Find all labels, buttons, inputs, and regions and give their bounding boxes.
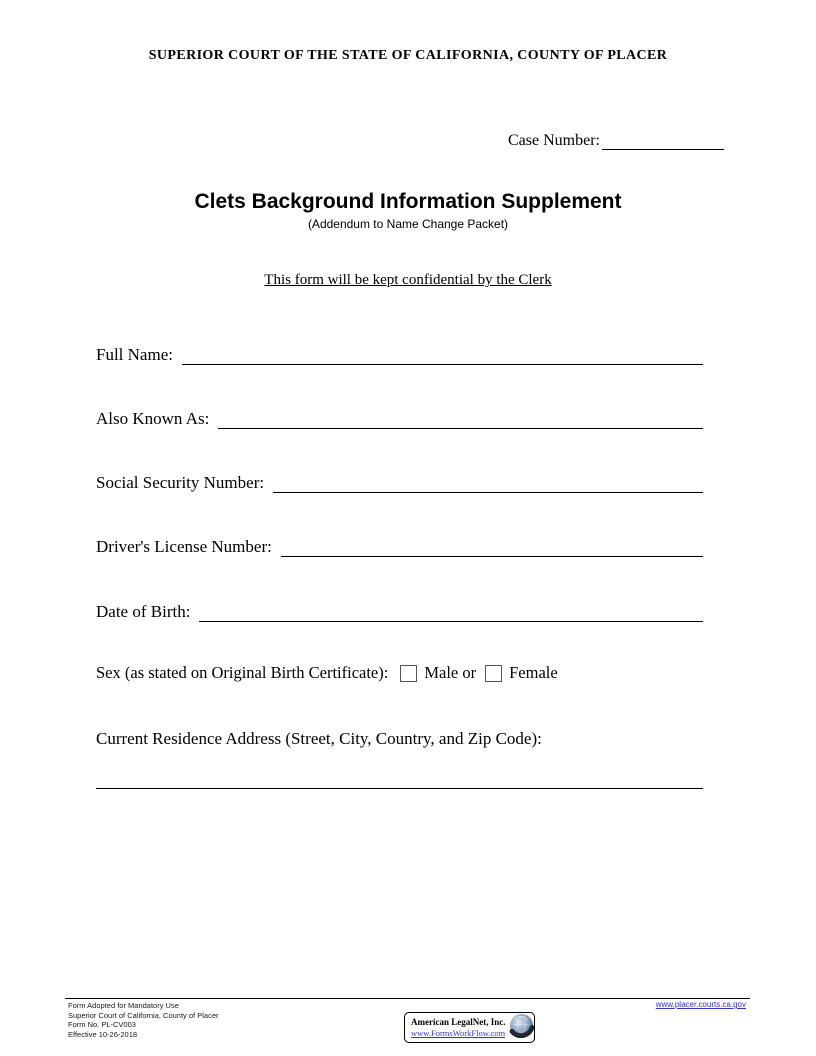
placer-courts-link[interactable]: www.placer.courts.ca.gov xyxy=(655,1000,746,1009)
sex-row xyxy=(96,663,736,683)
sex-label: Sex (as stated on Original Birth Certificate): xyxy=(96,663,389,682)
footer-line-1: Form Adopted for Mandatory Use xyxy=(68,1001,179,1010)
full-name-label: Full Name: xyxy=(96,345,173,364)
female-label: Female xyxy=(509,663,558,682)
vendor-company-name: American LegalNet, Inc. xyxy=(411,1016,506,1027)
ssn-row xyxy=(96,471,703,493)
address-label: Current Residence Address (Street, City, Country, and Zip Code): xyxy=(96,729,542,748)
vendor-text xyxy=(411,1017,505,1039)
formsworkflow-link[interactable]: www.FormsWorkFlow.com xyxy=(411,1027,506,1038)
ssn-input[interactable] xyxy=(273,471,703,493)
full-name-input[interactable] xyxy=(182,343,703,365)
drivers-license-input[interactable] xyxy=(281,535,703,557)
form-subtitle: (Addendum to Name Change Packet) xyxy=(307,217,509,231)
address-input[interactable] xyxy=(96,768,703,789)
full-name-row xyxy=(96,343,703,365)
also-known-as-row xyxy=(96,407,703,429)
form-title: Clets Background Information Supplement xyxy=(194,190,622,213)
male-checkbox[interactable] xyxy=(400,665,417,682)
male-label: Male or xyxy=(424,663,477,682)
court-header: SUPERIOR COURT OF THE STATE OF CALIFORNIA, COUNTY OF PLACER xyxy=(148,48,668,63)
globe-icon xyxy=(509,1013,534,1043)
footer-form-info xyxy=(68,1001,219,1039)
footer-line-4: Effective 10-26-2018 xyxy=(68,1029,138,1039)
date-of-birth-input[interactable] xyxy=(199,600,703,622)
drivers-license-label: Driver's License Number: xyxy=(96,537,272,556)
also-known-as-label: Also Known As: xyxy=(96,409,210,428)
female-checkbox[interactable] xyxy=(485,665,502,682)
drivers-license-row xyxy=(96,535,703,557)
case-number-label: Case Number: xyxy=(508,132,600,149)
footer-divider xyxy=(65,998,750,999)
date-of-birth-row xyxy=(96,600,703,622)
case-number-row xyxy=(508,132,724,150)
case-number-input[interactable] xyxy=(602,132,724,150)
footer-line-3: Form No. PL-CV003 xyxy=(68,1020,136,1030)
vendor-logo-box xyxy=(404,1012,535,1043)
confidential-note: This form will be kept confidential by the Clerk xyxy=(264,272,552,288)
footer-line-2: Superior Court of California, County of Placer xyxy=(68,1010,219,1020)
also-known-as-input[interactable] xyxy=(218,407,703,429)
ssn-label: Social Security Number: xyxy=(96,473,265,492)
date-of-birth-label: Date of Birth: xyxy=(96,602,191,621)
